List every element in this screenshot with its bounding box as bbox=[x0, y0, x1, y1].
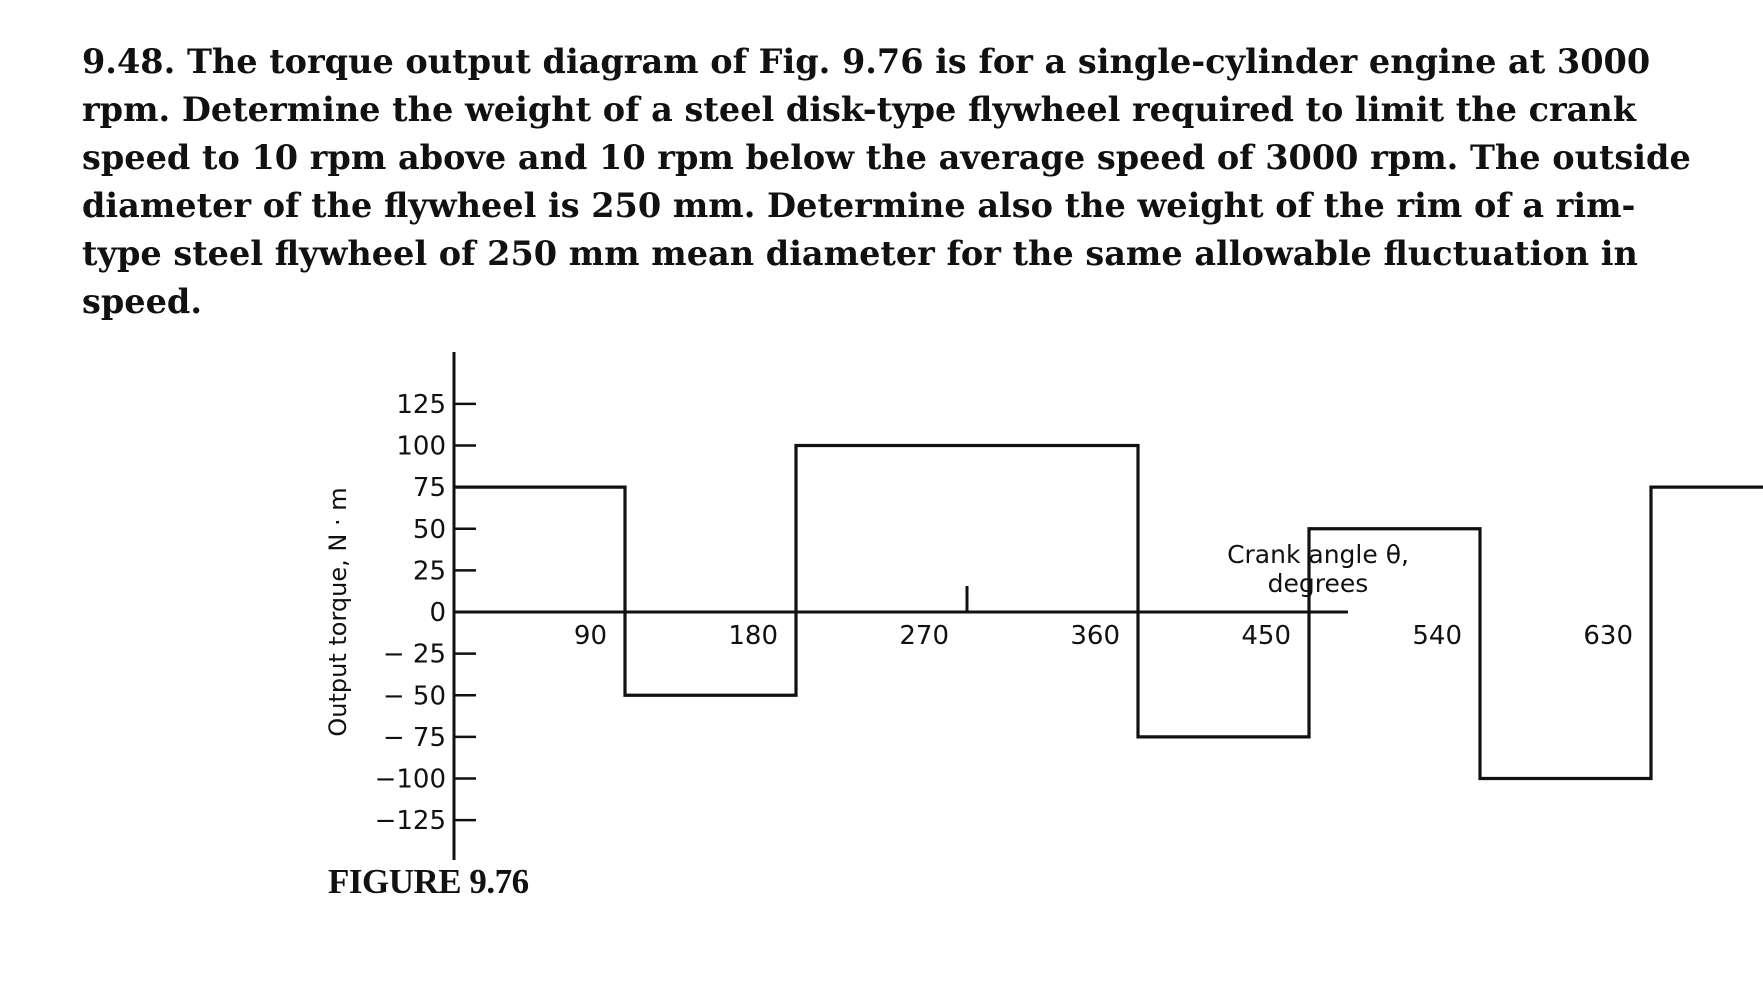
y-tick-label: 0 bbox=[429, 598, 446, 628]
y-tick-label: 50 bbox=[412, 514, 446, 545]
problem-text: The torque output diagram of Fig. 9.76 is for a single-cylinder engine at 3000 rpm. Determine the weight of a steel disk-type flywheel required to limit the crank speed to 10 rpm above and 10 rpm below the average speed of 3000 rpm. The outside diameter of the flywheel is 250 mm. Determine also the weight of the rim of a rim-type steel flywheel of 250 mm mean diameter for the same allowable fluctuation in speed. bbox=[82, 42, 1691, 321]
x-tick-label: 630 bbox=[1583, 621, 1633, 651]
problem-number: 9.48. bbox=[82, 42, 176, 81]
x-tick-label: 180 bbox=[728, 621, 778, 651]
x-ticks bbox=[574, 586, 1763, 651]
y-tick-label: 75 bbox=[412, 473, 446, 504]
x-tick-label: 360 bbox=[1070, 621, 1120, 651]
x-tick-label: 450 bbox=[1241, 621, 1291, 651]
figure-caption: FIGURE 9.76 bbox=[328, 862, 529, 901]
x-tick-label: 540 bbox=[1412, 621, 1462, 651]
y-tick-label: 100 bbox=[396, 431, 446, 462]
y-tick-label: −100 bbox=[374, 764, 446, 795]
y-tick-label: − 50 bbox=[382, 681, 446, 712]
y-tick-label: − 75 bbox=[382, 722, 446, 753]
y-ticks bbox=[375, 390, 476, 836]
x-axis-label-line1: Crank angle θ, bbox=[1227, 540, 1409, 569]
y-tick-label: 125 bbox=[396, 389, 446, 420]
y-tick-label: 25 bbox=[412, 556, 446, 587]
x-tick-label: 270 bbox=[899, 621, 949, 651]
y-axis-label: Output torque, N · m bbox=[324, 487, 352, 737]
x-tick-label: 90 bbox=[573, 621, 607, 651]
x-axis-label-line2: degrees bbox=[1267, 569, 1369, 598]
y-tick-label: − 25 bbox=[382, 639, 446, 670]
y-tick-label: −125 bbox=[374, 806, 446, 837]
